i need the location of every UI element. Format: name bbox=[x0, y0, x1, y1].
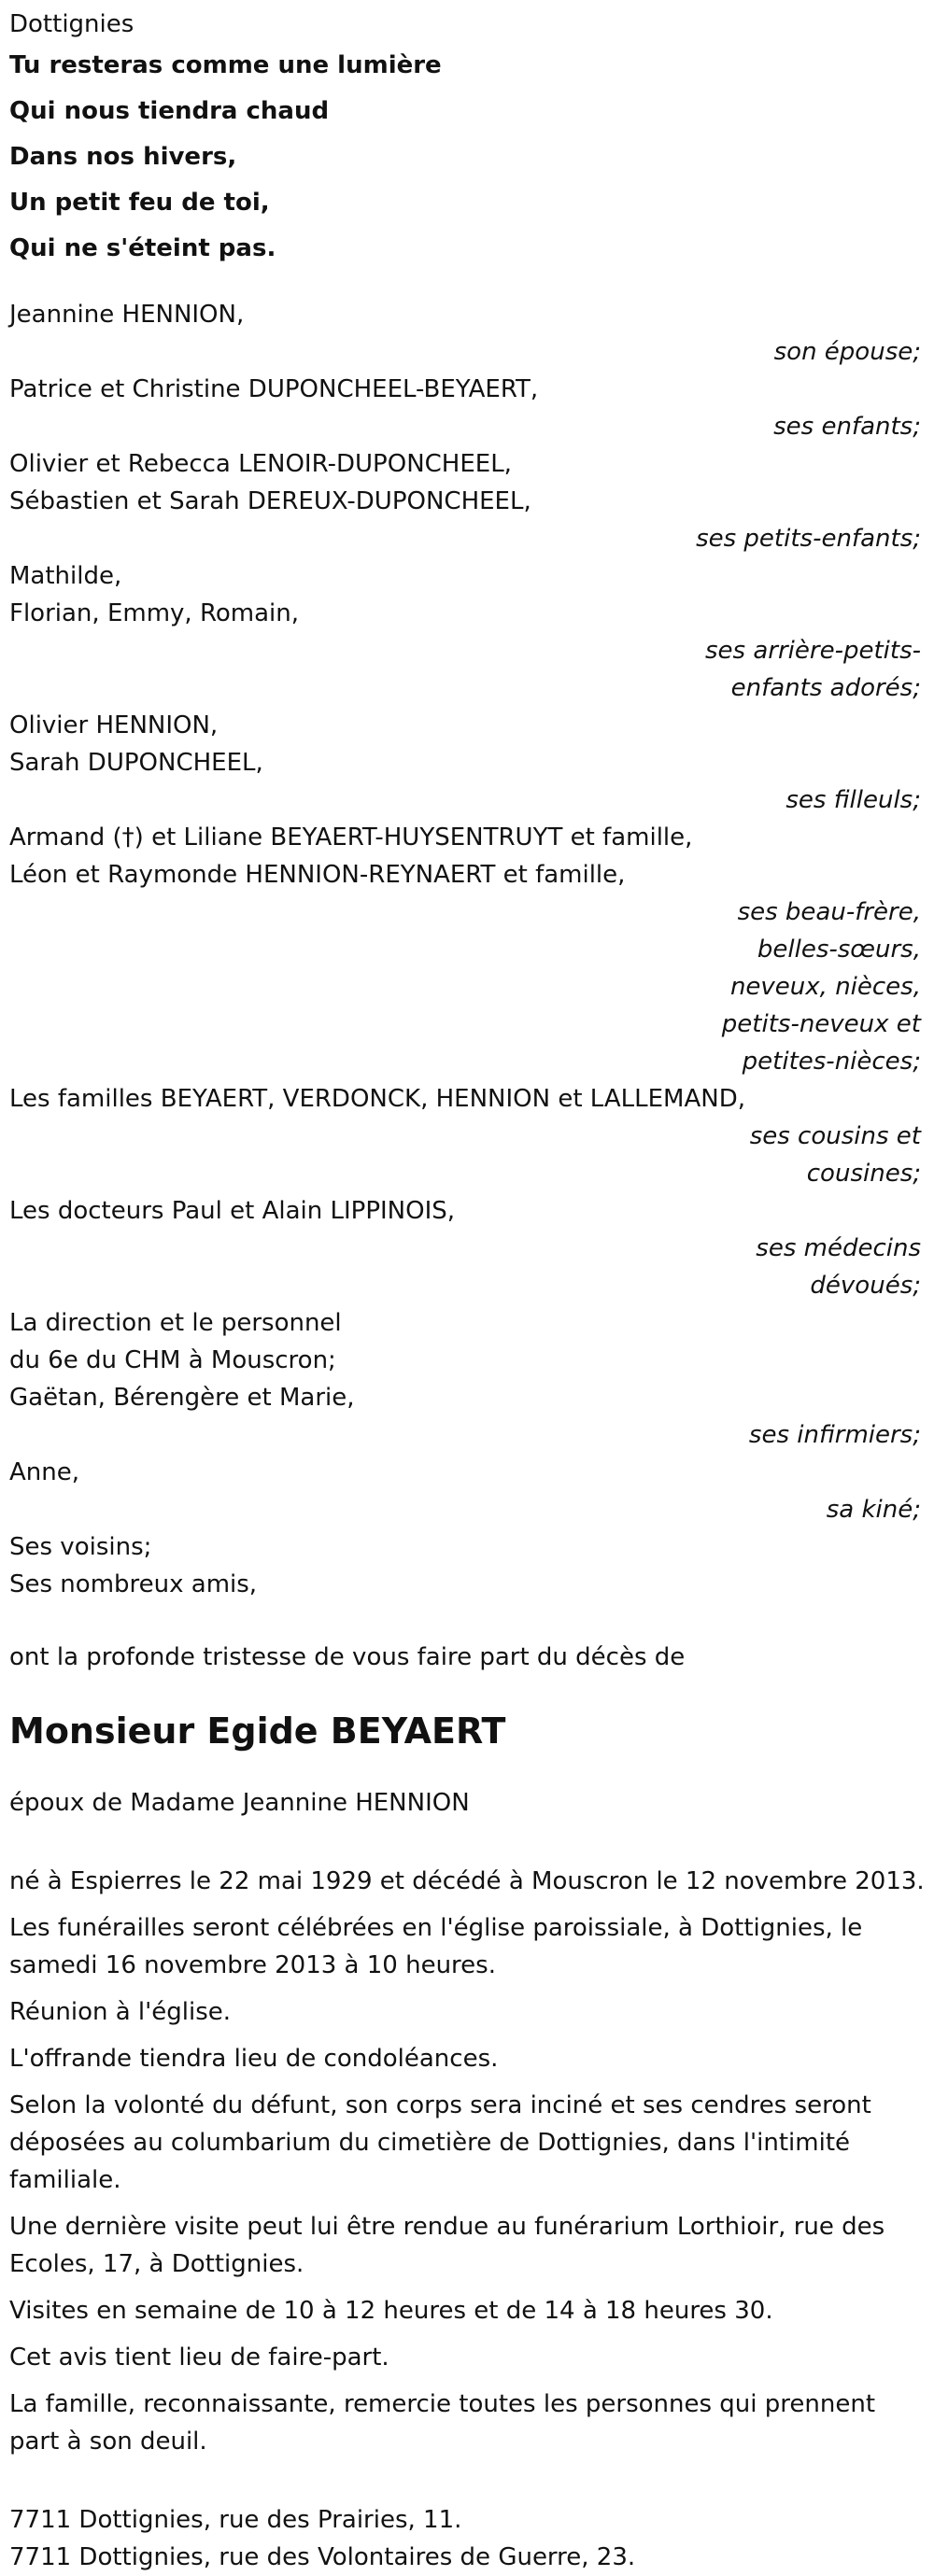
family-role: neveux, nièces, bbox=[729, 973, 921, 1001]
family-group bbox=[9, 1304, 925, 1454]
family-names bbox=[9, 296, 925, 333]
family-role: son épouse; bbox=[773, 338, 921, 366]
family-name-line: Ses voisins; bbox=[9, 1533, 152, 1561]
detail-paragraph: Cet avis tient lieu de faire-part. bbox=[9, 2344, 389, 2372]
deceased-name: Monsieur Egide BEYAERT bbox=[9, 1710, 506, 1752]
family-name-line: Olivier et Rebecca LENOIR-DUPONCHEEL, bbox=[9, 450, 512, 478]
family-name-line: La direction et le personnel bbox=[9, 1309, 342, 1337]
poem-line: Tu resteras comme une lumière bbox=[9, 51, 442, 79]
family-names bbox=[9, 1080, 925, 1118]
family-role: sa kiné; bbox=[826, 1496, 921, 1524]
detail-paragraph: né à Espierres le 22 mai 1929 et décédé à Mouscron le 12 novembre 2013. bbox=[9, 1867, 925, 1895]
family-names bbox=[9, 1454, 925, 1491]
detail-paragraph: Selon la volonté du défunt, son corps sera inciné et ses cendres seront déposées au columbarium du cimetière de Dottignies, dans l'intimité familiale. bbox=[9, 2091, 871, 2194]
family-group bbox=[9, 707, 925, 819]
family-names bbox=[9, 707, 925, 781]
poem-line: Qui ne s'éteint pas. bbox=[9, 234, 276, 262]
family-name-line: du 6e du CHM à Mouscron; bbox=[9, 1346, 336, 1374]
family-group bbox=[9, 445, 925, 557]
address-line: 7711 Dottignies, rue des Prairies, 11. bbox=[9, 2506, 462, 2534]
family-group bbox=[9, 1454, 925, 1528]
family-names bbox=[9, 1192, 925, 1230]
family-role: petits-neveux et bbox=[721, 1010, 921, 1038]
family-role: enfants adorés; bbox=[730, 674, 921, 702]
family-group bbox=[9, 557, 925, 707]
family-group bbox=[9, 1080, 925, 1192]
family-role: ses beau-frère, bbox=[737, 898, 921, 926]
family-group bbox=[9, 296, 925, 371]
family-role: ses filleuls; bbox=[785, 786, 921, 814]
detail-paragraph: La famille, reconnaissante, remercie toutes les personnes qui prennent part à son deuil. bbox=[9, 2390, 876, 2456]
family-name-line: Anne, bbox=[9, 1458, 80, 1486]
family-names bbox=[9, 1304, 925, 1416]
family-name-line: Gaëtan, Bérengère et Marie, bbox=[9, 1384, 355, 1412]
announcement-text: ont la profonde tristesse de vous faire part du décès de bbox=[9, 1643, 686, 1671]
detail-paragraph: Visites en semaine de 10 à 12 heures et de 14 à 18 heures 30. bbox=[9, 2297, 773, 2325]
family-name-line: Olivier HENNION, bbox=[9, 711, 219, 739]
family-role: dévoués; bbox=[810, 1272, 921, 1300]
family-role: ses arrière-petits- bbox=[705, 637, 921, 665]
addresses bbox=[9, 2501, 925, 2576]
family-name-line: Ses nombreux amis, bbox=[9, 1570, 258, 1598]
family-role: ses infirmiers; bbox=[748, 1421, 921, 1449]
family-list bbox=[9, 296, 925, 1611]
family-name-line: Florian, Emmy, Romain, bbox=[9, 599, 299, 627]
poem-line: Un petit feu de toi, bbox=[9, 189, 270, 217]
family-name-line: Mathilde, bbox=[9, 562, 122, 590]
family-names bbox=[9, 445, 925, 520]
family-name-line: Les familles BEYAERT, VERDONCK, HENNION et LALLEMAND, bbox=[9, 1085, 745, 1113]
family-role: ses petits-enfants; bbox=[696, 525, 921, 553]
address-line: 7711 Dottignies, rue des Volontaires de Guerre, 23. bbox=[9, 2543, 636, 2571]
family-names bbox=[9, 819, 925, 894]
details bbox=[9, 1863, 925, 2460]
detail-paragraph: L'offrande tiendra lieu de condoléances. bbox=[9, 2045, 499, 2073]
family-name-line: Sarah DUPONCHEEL, bbox=[9, 749, 263, 777]
family-role: cousines; bbox=[806, 1160, 921, 1188]
family-names bbox=[9, 371, 925, 408]
poem bbox=[9, 43, 925, 272]
spouse-line: époux de Madame Jeannine HENNION bbox=[9, 1789, 470, 1817]
family-names bbox=[9, 1528, 925, 1603]
poem-line: Dans nos hivers, bbox=[9, 143, 237, 171]
family-name-line: Patrice et Christine DUPONCHEEL-BEYAERT, bbox=[9, 375, 539, 403]
family-role: ses médecins bbox=[756, 1234, 921, 1262]
family-name-line: Les docteurs Paul et Alain LIPPINOIS, bbox=[9, 1197, 456, 1225]
family-group bbox=[9, 371, 925, 445]
detail-paragraph: Une dernière visite peut lui être rendue au funérarium Lorthioir, rue des Ecoles, 17, à Dottignies. bbox=[9, 2213, 885, 2278]
family-role: ses enfants; bbox=[773, 413, 921, 441]
family-role: ses cousins et bbox=[749, 1122, 921, 1150]
family-name-line: Sébastien et Sarah DEREUX-DUPONCHEEL, bbox=[9, 487, 531, 515]
family-group bbox=[9, 1192, 925, 1304]
family-names bbox=[9, 557, 925, 632]
family-name-line: Jeannine HENNION, bbox=[9, 301, 245, 329]
family-group bbox=[9, 819, 925, 1080]
family-role: belles-sœurs, bbox=[757, 936, 921, 964]
poem-line: Qui nous tiendra chaud bbox=[9, 97, 330, 125]
detail-paragraph: Les funérailles seront célébrées en l'église paroissiale, à Dottignies, le samedi 16 novembre 2013 à 10 heures. bbox=[9, 1914, 863, 1979]
family-group bbox=[9, 1528, 925, 1611]
place-name: Dottignies bbox=[9, 10, 134, 38]
family-name-line: Léon et Raymonde HENNION-REYNAERT et famille, bbox=[9, 861, 626, 889]
family-name-line: Armand (†) et Liliane BEYAERT-HUYSENTRUYT et famille, bbox=[9, 823, 693, 852]
family-role: petites-nièces; bbox=[742, 1048, 921, 1076]
detail-paragraph: Réunion à l'église. bbox=[9, 1998, 232, 2026]
